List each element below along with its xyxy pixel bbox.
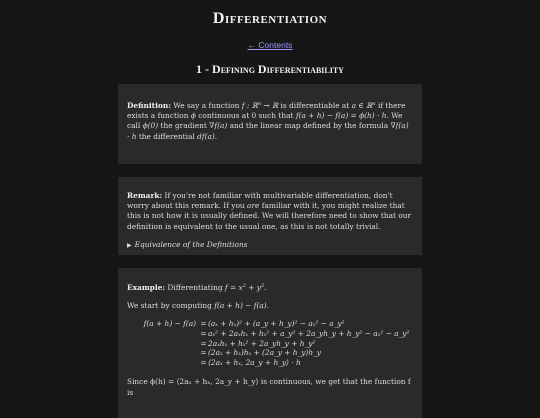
example-box [118, 268, 422, 418]
equivalence-details-toggle[interactable] [127, 240, 413, 251]
equation-line: = (2aₓ + hₓ)hₓ + (2a_y + h_y)h_y [200, 348, 321, 358]
remark-box [118, 177, 422, 255]
contents-link[interactable]: ← Contents [247, 40, 293, 50]
section-title: 1 - Defining Differentiability [196, 62, 344, 76]
details-summary: Equivalence of the Definitions [134, 239, 248, 249]
equation-line: f(a + h) − f(a) = (aₓ + hₓ)² + (a_y + h_y)² − aₓ² − a_y² [143, 319, 345, 329]
triangle-right-icon: ▶ [127, 241, 132, 249]
equation-line: = ⟨2aₓ + hₓ, 2a_y + h_y⟩ · h [200, 357, 301, 367]
definition-box [118, 84, 422, 164]
definition-label: Definition: [127, 101, 171, 110]
equation-line: = 2aₓhₓ + hₓ² + 2a_yh_y + h_y² [200, 338, 316, 348]
definition-text: Definition: We say a function f : ℝ$^n$ → ℝ is differentiable at a ∈ ℝ$^n$ if there exists a function ϕ continuous at 0 such that f(a + h) − f(a) = ϕ(h) · h. We call ϕ(0) the gradient ∇f(a) and the linear map defined by the formula ∇f(a) · h the differential df(a). [127, 101, 409, 141]
example-intro: We start by computing f(a + h) − f(a). [127, 301, 269, 311]
remark-text: Remark: If you're not familiar with multivariable differentiation, don't worry about this remark. If you are familiar with it, you might realize that this is not how it is usually defined. We will therefore need to show that our definition is equivalent to the usual one, as this is not totally trivial. [127, 191, 412, 231]
example-label: Example: [127, 283, 166, 292]
page-title: Differentiation [212, 10, 328, 27]
remark-label: Remark: [127, 191, 163, 200]
example-tail: Since ϕ(h) = ⟨2aₓ + hₓ, 2a_y + h_y⟩ is continuous, we get that the function f is [127, 377, 411, 397]
example-heading: Example: Differentiating $f = x^2 + y^2$. [127, 283, 267, 292]
equation-block [127, 319, 413, 367]
equation-line: = aₓ² + 2aₓhₓ + hₓ² + a_y² + 2a_yh_y + h_y² − aₓ² − a_y² [200, 329, 410, 338]
